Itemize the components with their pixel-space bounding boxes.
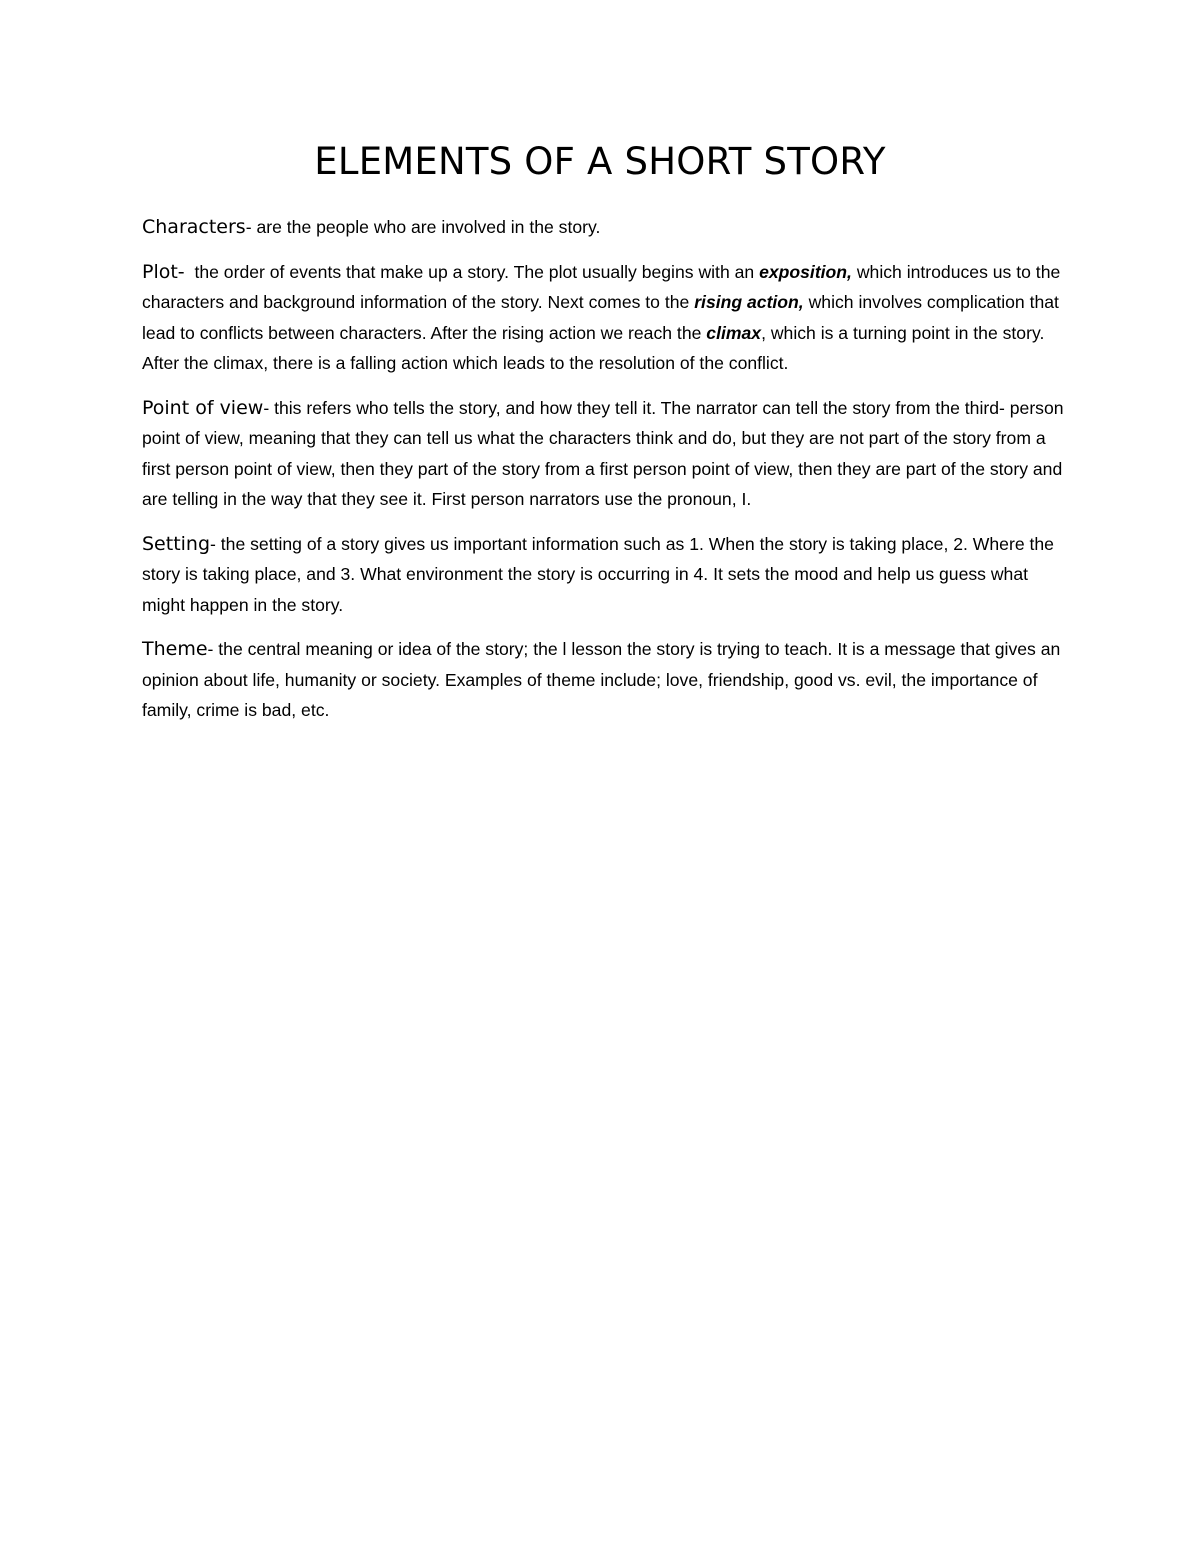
paragraph-theme: [142, 634, 1072, 726]
paragraph-plot: [142, 257, 1072, 379]
definition-setting: - the setting of a story gives us important information such as 1. When the story is taking place, 2. Where the story is taking place, and 3. What environment the story is occurring in 4. It sets the mood and help us guess what might happen in the story.: [142, 533, 1054, 615]
term-theme: Theme: [142, 638, 208, 660]
plot-emphasis-exposition: exposition,: [759, 261, 852, 282]
plot-text-1: the order of events that make up a story. The plot usually begins with an: [184, 261, 760, 282]
paragraph-setting: [142, 529, 1072, 621]
term-plot: Plot-: [142, 260, 185, 283]
definition-point-of-view: - this refers who tells the story, and how they tell it. The narrator can tell the story from the third- person point of view, meaning that they can tell us what the characters think and do, but they are not part of the story from a first person point of view, then they part of the story from a first person point of view, then they are part of the story and are telling in the way that they see it. First person narrators use the pronoun, I.: [142, 397, 1064, 509]
document-body: [142, 212, 1072, 740]
plot-text-3: which involves complication that lead to conflicts between characters. After the rising action we reach the: [142, 292, 1059, 343]
plot-emphasis-climax: climax: [706, 322, 762, 343]
plot-text-4: , which is a turning point in the story. After the climax, there is a falling action which leads to the resolution of the conflict.: [142, 322, 1045, 373]
term-characters: Characters: [142, 216, 246, 238]
definition-theme: - the central meaning or idea of the story; the l lesson the story is trying to teach. It is a message that gives an opinion about life, humanity or society. Examples of theme include; love, friendship, good vs. evil, the importance of family, crime is bad, etc.: [142, 639, 1061, 720]
definition-characters: - are the people who are involved in the story.: [245, 217, 601, 237]
paragraph-point-of-view: [142, 393, 1072, 515]
plot-emphasis-rising-action: rising action,: [694, 292, 804, 312]
document-title: ELEMENTS OF A SHORT STORY: [314, 140, 886, 183]
plot-text-2: which introduces us to the characters and background information of the story. Next comes to the: [142, 261, 1061, 312]
paragraph-characters: [142, 212, 1072, 243]
term-setting: Setting: [142, 532, 211, 555]
term-point-of-view: Point of view: [142, 396, 264, 419]
